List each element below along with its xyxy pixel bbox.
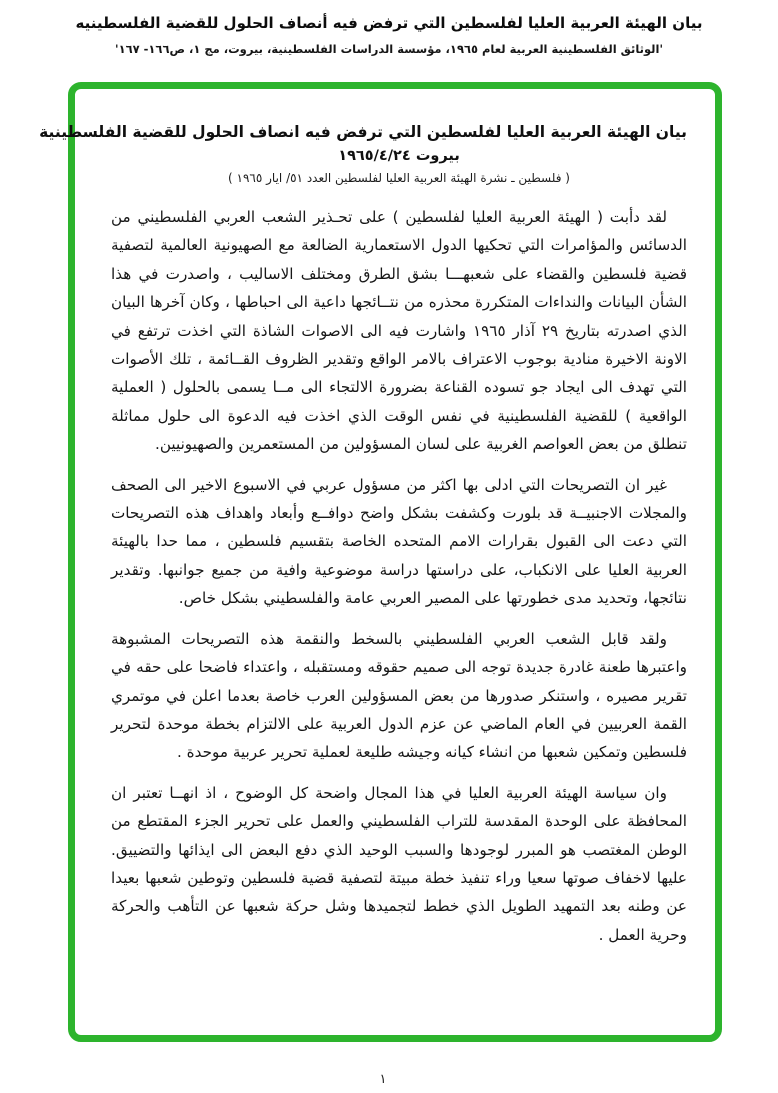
document-page: [39, 89, 715, 949]
body-paragraph-4: وان سياسة الهيئة العربية العليا في هذا المجال واضحة كل الوضوح ، اذ انهــا تعتبر ان المحافظة على الوحدة المقدسة للتراب الفلسطيني والعمل على تحرير الجزء المقتطع من الوطن المغتصب هو المبرر لوجودها والسبب الوحيد الذي دفع البعض الى ايذائها والتضييق. عليها لاخفاف صوتها سعيا وراء تنفيذ خطة مبيتة لتصفية قضية فلسطين وتوطين شعبها بعيدا عن وطنه بعد التمهيد الطويل الذي خطط لتجميدها وشل حركة شعبها عن التأهب والحركة وحرية العمل .: [111, 783, 687, 944]
scan-highlight-frame: [39, 82, 722, 1042]
page-number: ١: [379, 1072, 387, 1087]
document-body: [111, 203, 687, 949]
document-dateline: بيروت ١٩٦٥/٤/٢٤: [338, 148, 460, 164]
citation-header: [0, 14, 778, 56]
document-source-line: ( فلسطين ـ نشرة الهيئة العربية العليا لفلسطين العدد ٥١/ ايار ١٩٦٥ ): [228, 171, 570, 185]
citation-source: 'الوثائق الفلسطينية العربية لعام ١٩٦٥، مؤسسة الدراسات الفلسطينية، بيروت، مج ١، ص١٦٦- ١٦٧': [115, 42, 663, 56]
citation-title: بيان الهيئة العربية العليا لفلسطين التي ترفض فيه أنصاف الحلول للقضية الفلسطينيه: [75, 14, 703, 32]
body-paragraph-3: ولقد قابل الشعب العربي الفلسطيني بالسخط والنقمة هذه التصريحات المشبوهة واعتبرها طعنة غادرة جديدة توجه الى صميم حقوقه ومستقبله ، واعتداء فاضحا على حقه في تقرير مصيره ، واستنكر صدورها من بعض المسؤولين العرب خاصة بعدما اعلن في موتمري القمة العربيين في العام الماضي عن عزم الدول العربية على الالتزام بخطة موحدة لتحرير فلسطين وتمكين شعبها من انشاء كيانه وجيشه طليعة لعملية تحرير عربية موحدة .: [111, 629, 687, 762]
body-paragraph-1: لقد دأبت ( الهيئة العربية العليا لفلسطين ) على تحـذير الشعب العربي الفلسطيني من الدسائس والمؤامرات التي تحكيها الدول الاستعمارية الضالعة مع الصهيونية العالمية لتصفية قضية فلسطين والقضاء على شعبهـــا بشق الطرق ومختلف الاساليب ، واصدرت في هذا الشأن البيانات والنداءات المتكررة محذره من نتــائجها داعية الى احباطها ، وكان آخرها البيان الذي اصدرته بتاريخ ٢٩ آذار ١٩٦٥ واشارت فيه الى الاصوات الشاذة التي اخذت ترتفع في الاونة الاخيرة منادية بوجوب الاعتراف بالامر الواقع وتقدير الظروف القــائمة ، تلك الأصوات التي تهدف الى ايجاد جو تسوده القناعة بضرورة الالتجاء الى مــا يسمى بالحلول ( العملية الواقعية ) للقضية الفلسطينية في نفس الوقت الذي اخذت فيه الدعوة الى حلول مماثلة تنطلق من بعض العواصم الغربية على لسان المسؤولين من المستعمرين والصهيونيين.: [111, 208, 687, 454]
body-paragraph-2: غير ان التصريحات التي ادلى بها اكثر من مسؤول عربي في الاسبوع الاخير الى الصحف والمجلات الاجنبيــة قد بلورت وكشفت بشكل واضح دوافــع وأبعاد واهداف هذه التصريحات التي دعت الى القبول بقرارات الامم المتحده الخاصة بتقسيم فلسطين ، مما حدا بالهيئة العربية العليا على الانكباب، على دراستها دراسة موضوعية وافية من جميع جوانبها. وتقدير نتائجها، وتحديد مدى خطورتها على المصير العربي عامة والفلسطيني بشكل خاص.: [111, 475, 687, 608]
document-title: بيان الهيئة العربية العليا لفلسطين التي ترفض فيه انصاف الحلول للقضية الفلسطينية: [39, 123, 687, 141]
